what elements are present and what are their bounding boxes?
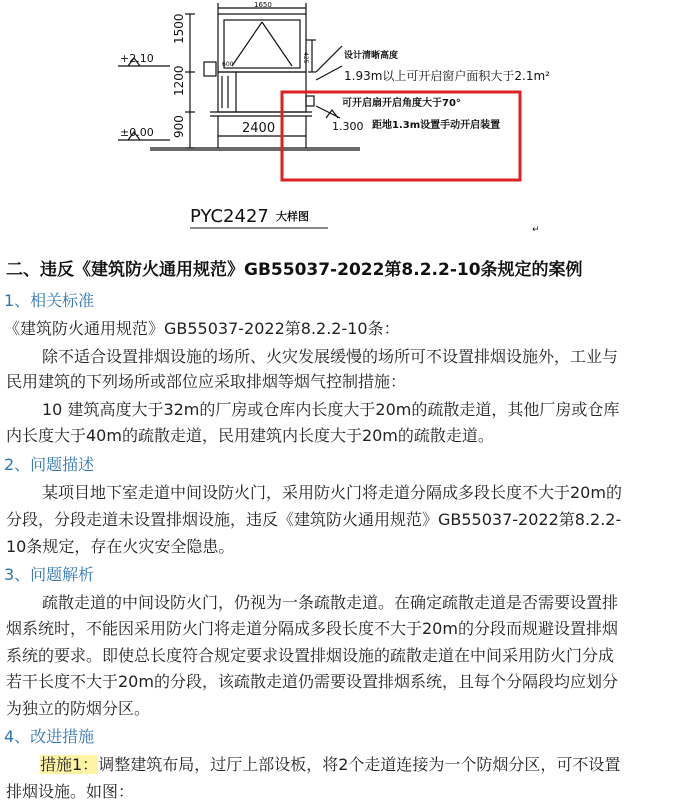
standard-text-1: 除不适合设置排烟设施的场所、火灾发展缓慢的场所可不设置排烟设施外，工业与	[42, 347, 619, 366]
note-clear-height: 设计清晰高度	[344, 51, 399, 61]
standard-reference: 《建筑防火通用规范》GB55037-2022第8.2.2-10条：	[4, 319, 400, 338]
dim-top: 1650	[254, 1, 272, 9]
problem-text-1: 某项目地下室走道中间设防火门，采用防火门将走道分隔成多段长度不大于20m的	[42, 483, 622, 502]
improvement-line-1	[40, 753, 692, 777]
dim-600: 600	[222, 61, 234, 68]
heading-improvement: 4、改进措施	[4, 727, 95, 746]
measure-text-2: 排烟设施。如图：	[6, 782, 135, 801]
dim-425: 425	[302, 52, 309, 64]
section-title: 二、违反《建筑防火通用规范》GB55037-2022第8.2.2-10条规定的案例	[6, 260, 583, 280]
analysis-text-1: 疏散走道的中间设防火门，仍视为一条疏散走道。在确定疏散走道是否需要设置排	[42, 593, 619, 612]
note-window-area: 1.93m以上可开启窗户面积大于2.1m²	[344, 69, 550, 83]
elevation-210: +2.10	[120, 52, 154, 65]
standard-text-3: 10 建筑高度大于32m的厂房或仓库内长度大于20m的疏散走道，其他厂房或仓库	[42, 400, 620, 419]
caption-code: PYC2427	[190, 206, 269, 227]
measure-text-1: 调整建筑布局，过厅上部设板，将2个走道连接为一个防烟分区，可不设置	[98, 755, 621, 774]
analysis-text-4: 若干长度不大于20m的分段，该疏散走道仍需要设置排烟系统，且每个分隔段均应划分	[6, 672, 618, 691]
analysis-text-3: 系统的要求。即使总长度符合规定要求设置排烟设施的疏散走道在中间采用防火门分成	[6, 646, 615, 665]
analysis-text-2: 烟系统时，不能因采用防火门将走道分隔成多段长度不大于20m的分段而规避设置排烟	[6, 619, 618, 638]
caption-text: 大样图	[276, 210, 309, 223]
dim-1500: 1500	[172, 13, 186, 44]
elevation-000: ±0.00	[120, 126, 154, 139]
heading-problem-description: 2、问题描述	[4, 455, 95, 474]
analysis-text-5: 为独立的防烟分区。	[6, 699, 151, 718]
dim-1200: 1200	[172, 65, 186, 96]
heading-related-standard: 1、相关标准	[4, 291, 95, 310]
note-manual-device: 距地1.3m设置手动开启装置	[372, 120, 501, 131]
return-mark: ↵	[532, 225, 540, 235]
elevation-1300: 1.300	[332, 120, 364, 133]
window-detail-drawing	[0, 0, 692, 250]
standard-text-4: 内长度大于40m的疏散走道，民用建筑内长度大于20m的疏散走道。	[6, 426, 494, 445]
problem-text-3: 10条规定，存在火灾安全隐患。	[6, 537, 235, 556]
dim-2400: 2400	[242, 121, 276, 136]
problem-text-2: 分段，分段走道未设置排烟设施，违反《建筑防火通用规范》GB55037-2022第8.2.2-	[6, 510, 622, 529]
measure-label: 措施1：	[40, 755, 99, 774]
heading-problem-analysis: 3、问题解析	[4, 565, 95, 584]
dim-900: 900	[172, 115, 186, 138]
note-opening-angle: 可开启扇开启角度大于70°	[342, 98, 461, 109]
standard-text-2: 民用建筑的下列场所或部位应采取排烟等烟气控制措施：	[6, 372, 407, 391]
